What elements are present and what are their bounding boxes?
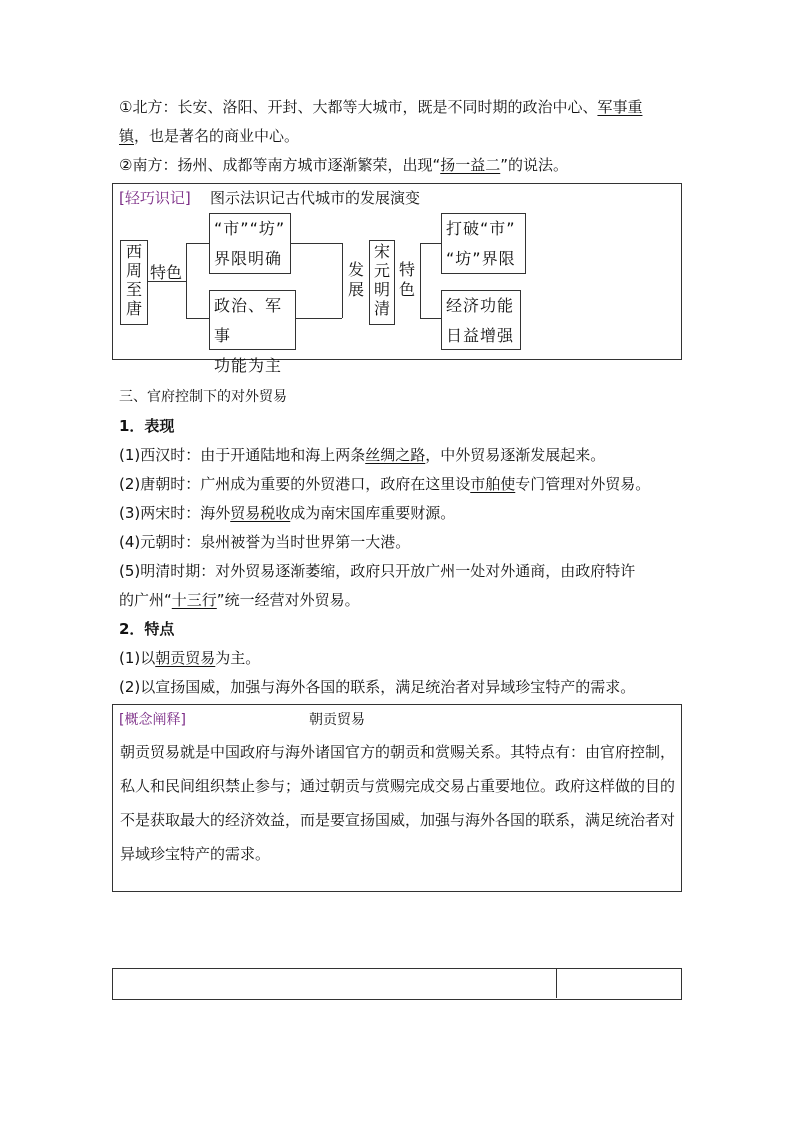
- left-item-1: [209, 213, 291, 274]
- feature-label-right: [396, 260, 418, 300]
- item-text: ”统一经营对外贸易。: [216, 591, 360, 609]
- performance-item-3: [119, 503, 455, 523]
- subheading-2: 2．特点: [119, 620, 175, 638]
- concept-box-tag: [概念阐释]: [119, 712, 186, 728]
- connector-line: [186, 243, 210, 244]
- concept-box-body: 朝贡贸易就是中国政府与海外诸国官方的朝贡和赏赐关系。其特点有：由官府控制，私人和民间组织禁止参与；通过朝贡与赏赐完成交易占重要地位。政府这样做的目的不是获取最大的经济效益，而是要宣扬国威，加强与海外各国的联系，满足统治者对异域珍宝特产的需求。: [120, 743, 676, 863]
- item-text: ，中外贸易逐渐发展起来。: [425, 446, 606, 464]
- concept-box-title: 朝贡贸易: [309, 712, 365, 728]
- section-heading: 三、官府控制下的对外贸易: [119, 389, 287, 405]
- right-item-2-line1: 经济功能: [446, 296, 515, 315]
- north-cities-line2: [119, 126, 299, 146]
- south-text-end: ”的说法。: [500, 156, 569, 174]
- north-text-end: ，也是著名的商业中心。: [134, 127, 300, 145]
- left-period-char: 唐: [125, 299, 142, 318]
- south-cities-line: [119, 155, 568, 175]
- right-item-1-line2: “坊”界限: [446, 249, 516, 268]
- tip-box-tag: [轻巧识记]: [119, 189, 191, 207]
- item-underline: 丝绸之路: [365, 446, 426, 464]
- item-text: 成为南宋国库重要财源。: [290, 504, 456, 522]
- left-item-1-line2: 界限明确: [214, 249, 283, 268]
- performance-item-4: (4)元朝时：泉州被誉为当时世界第一大港。: [119, 533, 411, 551]
- right-period-box: [369, 240, 395, 325]
- right-item-2-line2: 日益增强: [446, 326, 515, 345]
- item-text: (1)以: [119, 649, 156, 667]
- north-underline-1: 军事重: [597, 98, 643, 116]
- item-text: 为主。: [215, 649, 261, 667]
- right-period-char: 宋: [373, 242, 390, 261]
- north-text: ①北方：长安、洛阳、开封、大都等大城市，既是不同时期的政治中心、: [119, 98, 598, 116]
- connector-line: [420, 318, 442, 319]
- left-period-char: 西: [125, 242, 142, 261]
- develop-char: 发: [347, 260, 364, 279]
- left-item-2: [209, 290, 296, 375]
- left-period-char: 至: [125, 280, 142, 299]
- performance-item-5-line1: (5)明清时期：对外贸易逐渐萎缩，政府只开放广州一处对外通商，由政府特许: [119, 562, 636, 580]
- bracket-line: [342, 243, 343, 318]
- bracket-line: [186, 243, 187, 318]
- south-underline: 扬一益二: [440, 156, 501, 174]
- connector-line: [148, 281, 186, 282]
- feature-char: 特: [398, 260, 415, 279]
- north-underline-2: 镇: [119, 127, 135, 145]
- north-cities-line1: [119, 97, 642, 117]
- performance-item-2: [119, 474, 650, 494]
- item-underline: 贸易税收: [230, 504, 291, 522]
- right-item-2: [441, 290, 521, 350]
- feature-item-2: (2)以宣扬国威，加强与海外各国的联系，满足统治者对异域珍宝特产的需求。: [119, 678, 636, 696]
- right-period-char: 清: [373, 299, 390, 318]
- connector-line: [296, 318, 342, 319]
- item-text: (3)两宋时：海外: [119, 504, 231, 522]
- connector-line: [186, 318, 210, 319]
- develop-char: 展: [347, 280, 364, 299]
- left-period-box: [120, 240, 148, 325]
- item-underline: 朝贡贸易: [155, 649, 216, 667]
- footer-table: [112, 968, 682, 1000]
- develop-label: [345, 260, 367, 300]
- performance-item-1: [119, 445, 605, 465]
- left-item-2-line1: 政治、军事: [214, 296, 283, 345]
- feature-item-1: [119, 648, 260, 668]
- item-text: (2)唐朝时：广州成为重要的外贸港口，政府在这里设: [119, 475, 471, 493]
- connector-line: [420, 243, 442, 244]
- feature-char: 色: [398, 280, 415, 299]
- south-text: ②南方：扬州、成都等南方城市逐渐繁荣，出现“: [119, 156, 441, 174]
- right-item-1-line1: 打破“市”: [446, 219, 516, 238]
- item-text: 专门管理对外贸易。: [515, 475, 651, 493]
- right-period-char: 元: [373, 261, 390, 280]
- left-item-2-line2: 功能为主: [214, 356, 283, 375]
- subheading-1: 1．表现: [119, 417, 175, 435]
- right-item-1: [441, 213, 526, 274]
- left-period-char: 周: [125, 261, 142, 280]
- item-text: 的广州“: [119, 591, 172, 609]
- tip-box-title: 图示法识记古代城市的发展演变: [210, 189, 421, 207]
- performance-item-5-line2: [119, 590, 360, 610]
- bracket-line: [420, 243, 421, 318]
- feature-label-left: 特色: [150, 263, 183, 282]
- footer-table-divider: [556, 968, 557, 998]
- item-underline: 市舶使: [470, 475, 516, 493]
- item-underline: 十三行: [171, 591, 217, 609]
- connector-line: [291, 243, 342, 244]
- right-period-char: 明: [373, 280, 390, 299]
- item-text: (1)西汉时：由于开通陆地和海上两条: [119, 446, 366, 464]
- left-item-1-line1: “市”“坊”: [214, 219, 286, 238]
